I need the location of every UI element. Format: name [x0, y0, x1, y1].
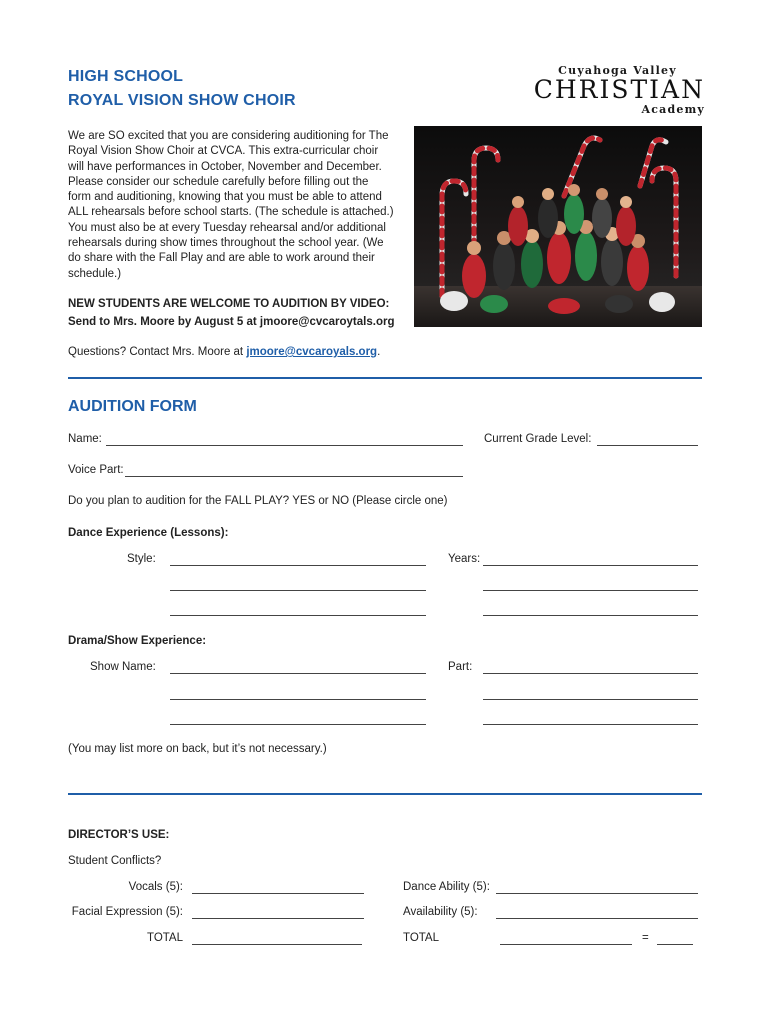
note-text: (You may list more on back, but it’s not necessary.) — [68, 743, 327, 755]
dance-heading: Dance Experience (Lessons): — [68, 527, 229, 539]
school-logo — [520, 64, 705, 116]
page-title-line1: HIGH SCHOOL — [68, 68, 184, 85]
intro-line: Please consider our schedule carefully before filling out the — [68, 175, 369, 188]
years-field-3[interactable] — [483, 615, 698, 616]
show-name-label: Show Name: — [90, 661, 156, 673]
total-right-label: TOTAL — [403, 932, 439, 944]
intro-line: schedule.) — [68, 267, 122, 280]
name-label: Name: — [68, 433, 102, 445]
vocals-label: Vocals (5): — [128, 881, 183, 893]
audition-form-title: AUDITION FORM — [68, 398, 197, 415]
total-score-field[interactable] — [657, 944, 693, 945]
total-left-label: TOTAL — [147, 932, 183, 944]
student-conflicts-label: Student Conflicts? — [68, 855, 162, 867]
style-field-3[interactable] — [170, 615, 426, 616]
voice-part-label: Voice Part: — [68, 464, 124, 476]
intro-line: do share with the Fall Play and are able to work around their — [68, 252, 375, 265]
intro-line: You must also be at every Tuesday rehearsal and/or additional — [68, 221, 386, 234]
divider — [68, 793, 702, 795]
drama-heading: Drama/Show Experience: — [68, 635, 207, 647]
style-label: Style: — [127, 553, 156, 565]
part-field-1[interactable] — [483, 673, 698, 674]
total-left-field[interactable] — [192, 944, 362, 945]
voice-part-field[interactable] — [125, 476, 463, 477]
availability-label: Availability (5): — [403, 906, 478, 918]
intro-line: Royal Vision Show Choir at CVCA. This extra-curricular choir — [68, 145, 379, 158]
intro-line: form and auditioning, knowing that you must be able to attend — [68, 191, 382, 204]
new-students-line1: NEW STUDENTS ARE WELCOME TO AUDITION BY VIDEO: — [68, 298, 390, 310]
intro-line: rehearsals during show times throughout the school year. (We — [68, 237, 384, 250]
part-field-3[interactable] — [483, 724, 698, 725]
show-choir-photo — [414, 126, 702, 327]
dance-ability-label: Dance Ability (5): — [403, 881, 490, 893]
equals-sign: = — [642, 932, 649, 944]
style-field-1[interactable] — [170, 565, 426, 566]
availability-field[interactable] — [496, 918, 698, 919]
show-name-field-3[interactable] — [170, 724, 426, 725]
intro-paragraph — [68, 129, 398, 282]
grade-label: Current Grade Level: — [484, 433, 592, 445]
questions-line — [68, 346, 380, 358]
divider — [68, 377, 702, 379]
logo-top-text: Cuyahoga Valley — [558, 64, 677, 77]
logo-bottom-text: Academy — [641, 103, 705, 116]
logo-main-text: CHRISTIAN — [533, 75, 705, 104]
questions-suffix: . — [377, 346, 381, 358]
show-name-field-1[interactable] — [170, 673, 426, 674]
show-name-field-2[interactable] — [170, 699, 426, 700]
years-field-2[interactable] — [483, 590, 698, 591]
intro-line: We are SO excited that you are considering auditioning for The — [68, 130, 389, 142]
vocals-field[interactable] — [192, 893, 364, 894]
fall-play-question: Do you plan to audition for the FALL PLAY? YES or NO (Please circle one) — [68, 495, 448, 507]
years-label: Years: — [448, 553, 481, 565]
grade-field[interactable] — [597, 445, 698, 446]
facial-expression-label: Facial Expression (5): — [71, 906, 183, 918]
intro-line: ALL rehearsals before school starts. (The schedule is attached.) — [68, 206, 394, 219]
facial-expression-field[interactable] — [192, 918, 364, 919]
years-field-1[interactable] — [483, 565, 698, 566]
questions-prefix: Questions? Contact Mrs. Moore at — [68, 346, 247, 358]
part-label: Part: — [448, 661, 473, 673]
total-right-field[interactable] — [500, 944, 632, 945]
intro-line: will have performances in October, November and December. — [68, 160, 382, 173]
new-students-line2: Send to Mrs. Moore by August 5 at jmoore@cvcaroytals.org — [68, 316, 395, 328]
name-field[interactable] — [106, 445, 463, 446]
page-title-line2: ROYAL VISION SHOW CHOIR — [68, 92, 296, 109]
style-field-2[interactable] — [170, 590, 426, 591]
dance-ability-field[interactable] — [496, 893, 698, 894]
show-choir-group-photo-icon — [414, 126, 702, 327]
email-link[interactable]: jmoore@cvcaroyals.org — [246, 346, 378, 358]
director-heading: DIRECTOR’S USE: — [68, 829, 170, 841]
part-field-2[interactable] — [483, 699, 698, 700]
